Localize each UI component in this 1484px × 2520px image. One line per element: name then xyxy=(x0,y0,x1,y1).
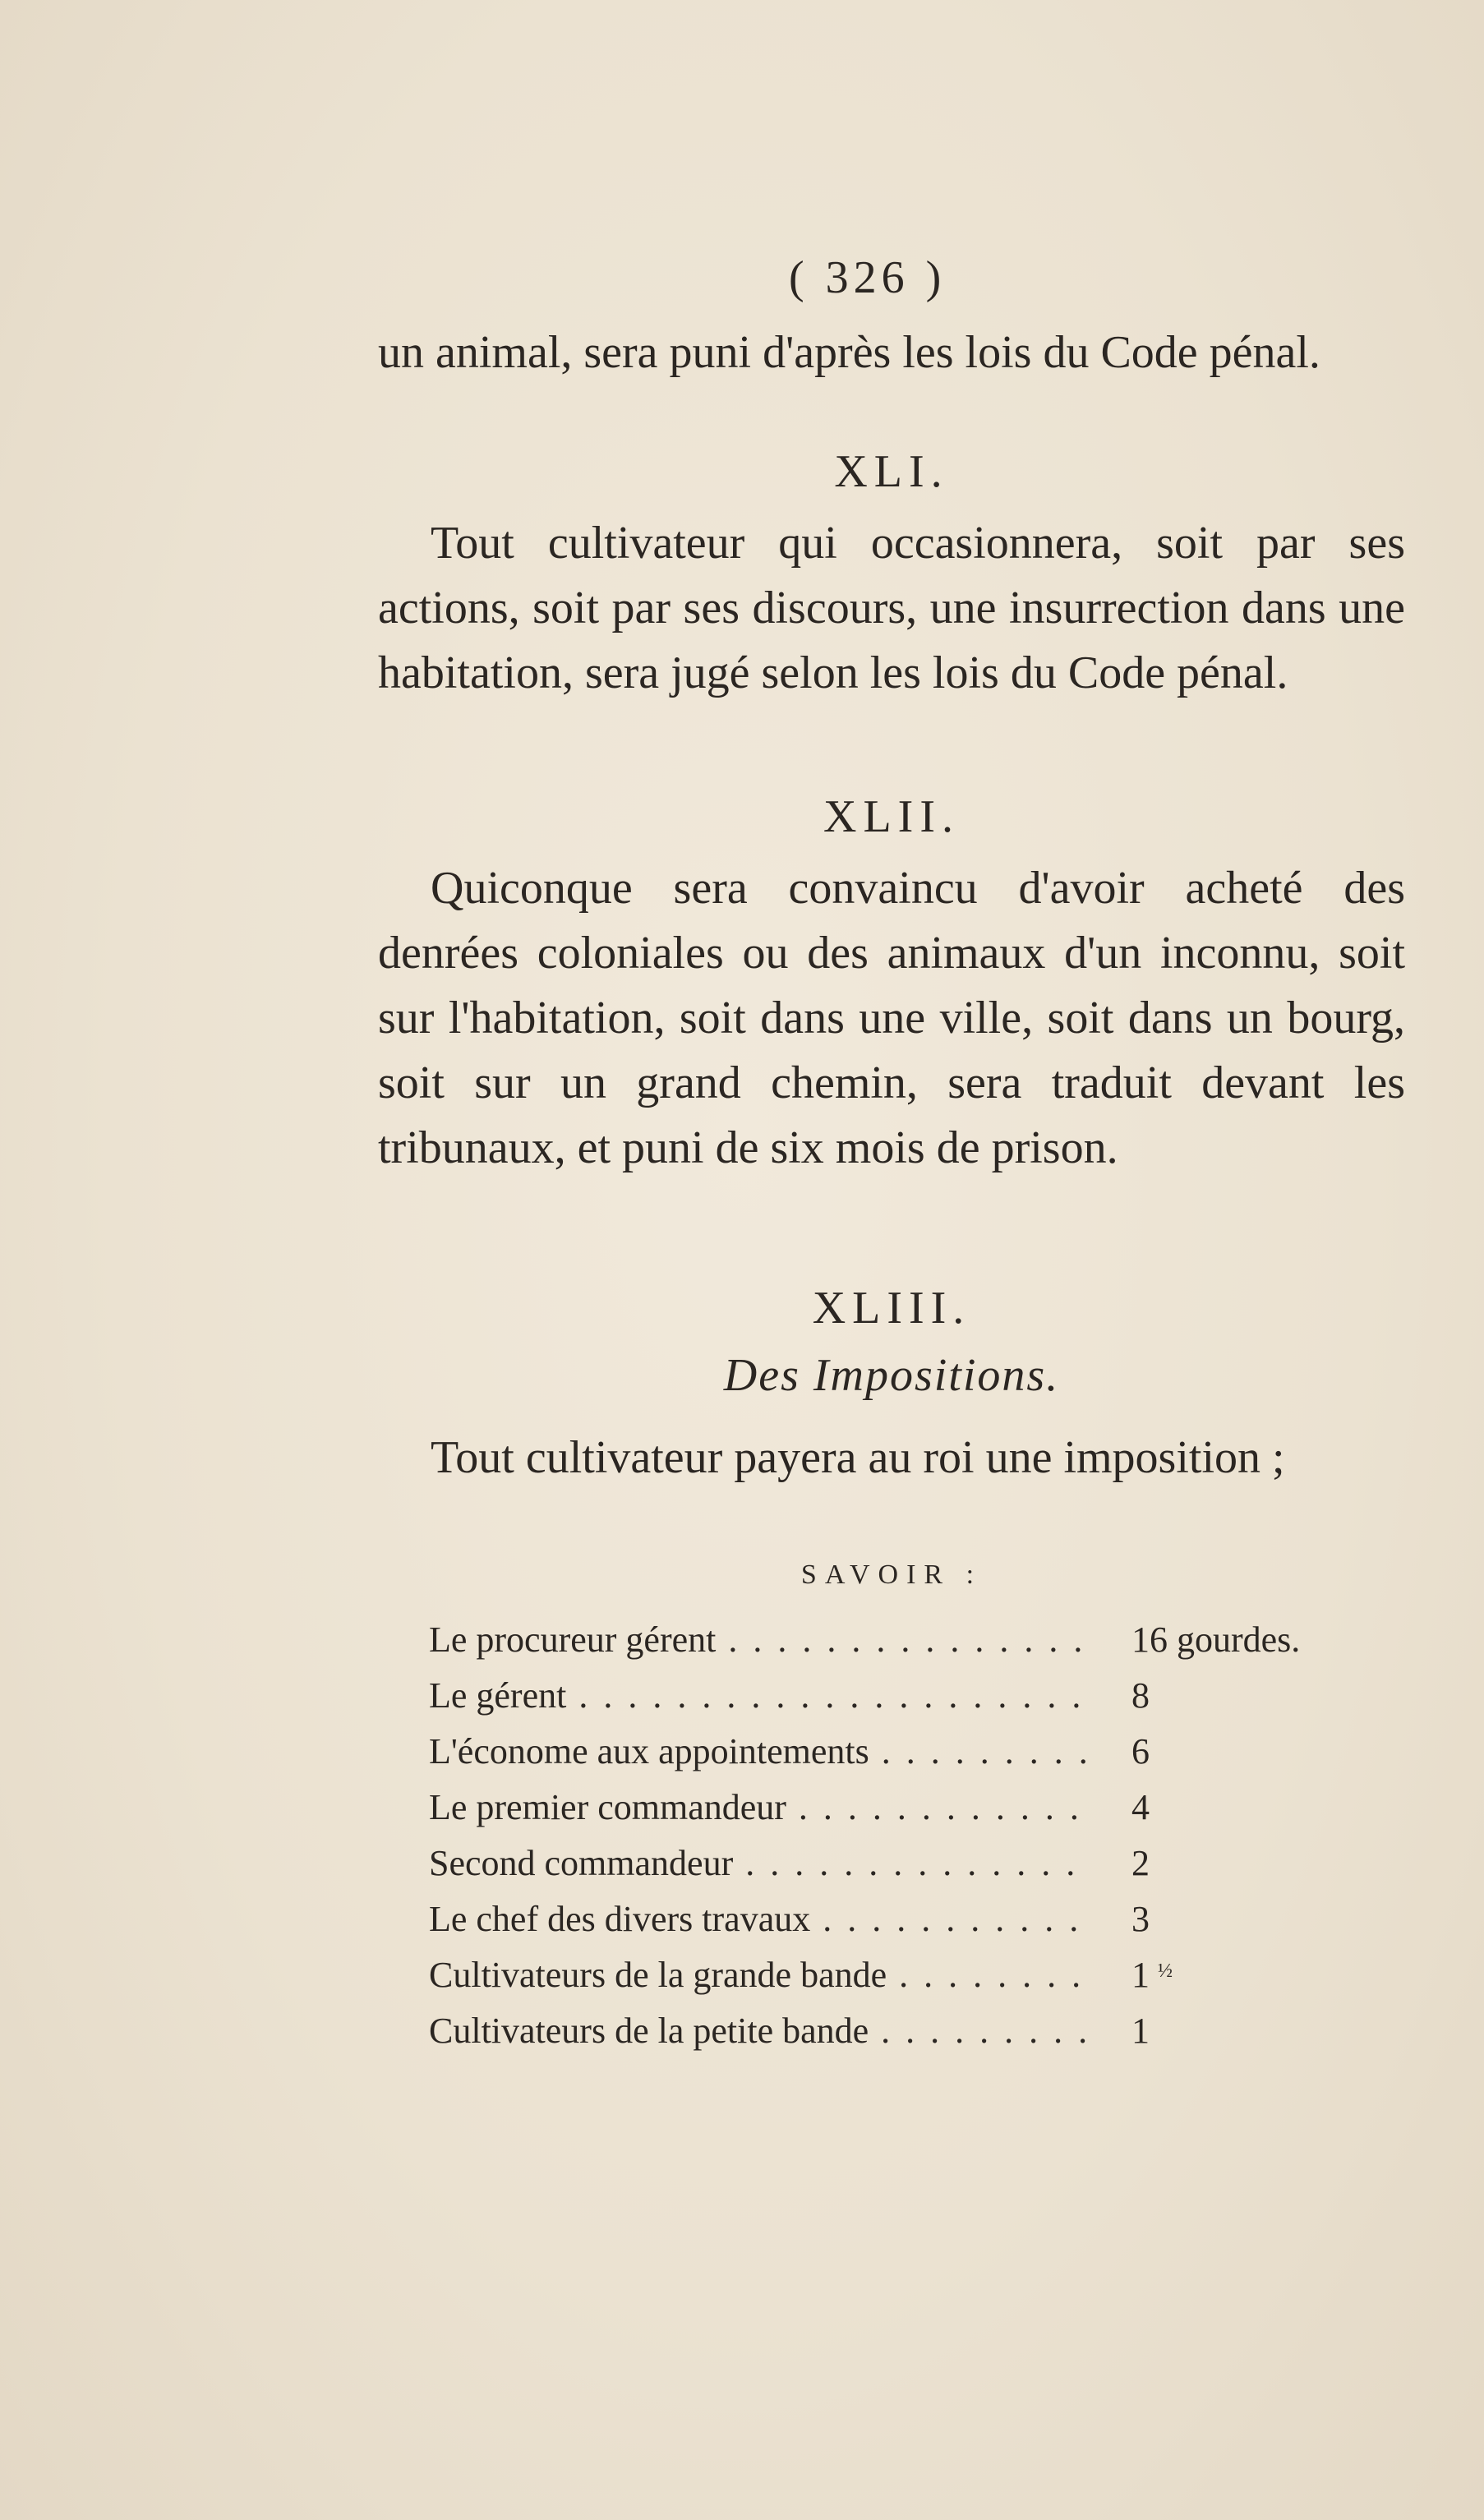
tax-table xyxy=(429,1619,1399,2066)
page-number: ( 326 ) xyxy=(789,252,947,303)
paragraph-continuation: un animal, sera puni d'après les lois du Code pénal. xyxy=(378,327,1320,378)
savoir-label: SAVOIR : xyxy=(800,1559,983,1590)
paragraph-article-xli: Tout cultivateur qui occasionnera, soit par ses actions, soit par ses discours, une insurrection dans une habitation, sera jugé selon les lois du Code pénal. xyxy=(378,518,1405,698)
tax-row-fraction: ½ xyxy=(1158,1960,1173,1982)
tax-row-amount: 4 xyxy=(1131,1787,1150,1827)
tax-row-amount: 8 xyxy=(1131,1675,1150,1716)
article-heading-xli: XLI. xyxy=(834,446,949,497)
table-row xyxy=(429,1675,1399,1730)
tax-row-amount: 16 xyxy=(1131,1619,1168,1660)
table-row xyxy=(429,1898,1399,1954)
tax-row-amount xyxy=(1131,1954,1214,1996)
table-row xyxy=(429,2010,1399,2066)
section-subtitle: Des Impositions. xyxy=(723,1350,1060,1401)
tax-row-amount: 2 xyxy=(1131,1843,1150,1883)
table-row xyxy=(429,1730,1399,1786)
tax-row-label: Le premier commandeur . . . xyxy=(429,1786,1086,1828)
article-heading-xliii: XLIII. xyxy=(812,1283,971,1334)
tax-row-amount: 6 xyxy=(1131,1731,1150,1771)
tax-row-label: Le gérent . . . xyxy=(429,1675,1086,1716)
tax-row-label: Le procureur gérent . . . xyxy=(429,1619,1086,1661)
tax-row-label: Second commandeur . . . xyxy=(429,1842,1086,1884)
tax-row-label: L'économe aux appointements . . . xyxy=(429,1730,1086,1772)
tax-row-label: Le chef des divers travaux . . . xyxy=(429,1898,1086,1940)
tax-row-amount: 1 xyxy=(1131,2011,1150,2051)
tax-row-label: Cultivateurs de la petite bande . . . xyxy=(429,2010,1086,2052)
paragraph-article-xliii: Tout cultivateur payera au roi une imposition ; xyxy=(431,1432,1285,1483)
tax-row-amount-value: 1 xyxy=(1131,1955,1150,1995)
table-row xyxy=(429,1954,1399,2010)
tax-row-label: Cultivateurs de la grande bande . . . xyxy=(429,1954,1086,1996)
table-row xyxy=(429,1842,1399,1898)
article-heading-xlii: XLII. xyxy=(823,791,960,842)
paragraph-article-xlii: Quiconque sera convaincu d'avoir acheté des denrées coloniales ou des animaux d'un inconnu, soit sur l'habitation, soit dans une ville, soit dans un bourg, soit sur un grand chemin, sera traduit devant les tribunaux, et puni de six mois de prison. xyxy=(378,863,1405,1173)
table-row xyxy=(429,1619,1399,1675)
table-row xyxy=(429,1786,1399,1842)
tax-row-amount: 3 xyxy=(1131,1899,1150,1939)
tax-unit: gourdes. xyxy=(1177,1619,1301,1660)
